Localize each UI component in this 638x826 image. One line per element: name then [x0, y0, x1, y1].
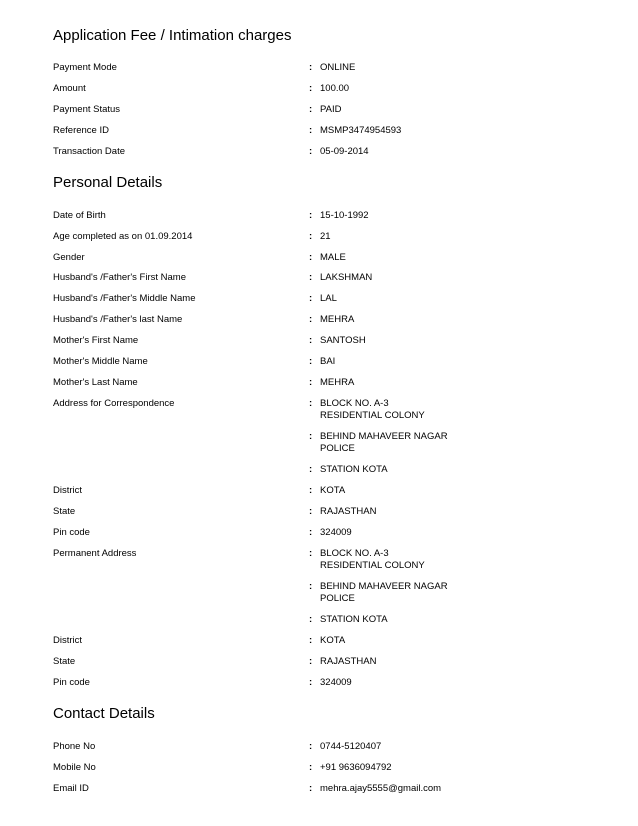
section-title-contact-details: Contact Details — [53, 705, 155, 722]
field-separator: : — [309, 614, 313, 625]
field-value: 0744-5120407 — [320, 741, 382, 752]
field-separator: : — [309, 83, 313, 94]
field-separator: : — [309, 356, 313, 367]
field-value: 21 — [320, 231, 331, 242]
field-value: PAID — [320, 104, 342, 115]
field-value: LAKSHMAN — [320, 272, 373, 283]
field-label: Husband's /Father's last Name — [53, 314, 183, 325]
field-separator: : — [309, 656, 313, 667]
field-label: Gender — [53, 252, 85, 263]
field-label: Pin code — [53, 527, 90, 538]
field-value: KOTA — [320, 485, 346, 496]
field-value: MEHRA — [320, 314, 355, 325]
field-label: State — [53, 506, 76, 517]
field-value: 324009 — [320, 527, 352, 538]
field-separator: : — [309, 677, 313, 688]
field-label: Date of Birth — [53, 210, 106, 221]
field-label: Amount — [53, 83, 86, 94]
field-value: +91 9636094792 — [320, 762, 392, 773]
field-label: Mobile No — [53, 762, 96, 773]
field-separator: : — [309, 485, 313, 496]
field-separator: : — [309, 398, 313, 409]
field-label: Mother's First Name — [53, 335, 139, 346]
field-separator: : — [309, 548, 313, 559]
field-label: Phone No — [53, 741, 96, 752]
field-label: Address for Correspondence — [53, 398, 175, 409]
field-value: BLOCK NO. A-3 RESIDENTIAL COLONY — [320, 398, 425, 421]
field-value: 100.00 — [320, 83, 350, 94]
field-label: Permanent Address — [53, 548, 137, 559]
field-value: MSMP3474954593 — [320, 125, 402, 136]
field-value: BLOCK NO. A-3 RESIDENTIAL COLONY — [320, 548, 425, 571]
field-value: 15-10-1992 — [320, 210, 369, 221]
field-label: Husband's /Father's First Name — [53, 272, 186, 283]
field-separator: : — [309, 62, 313, 73]
field-label: Mother's Middle Name — [53, 356, 148, 367]
field-value: LAL — [320, 293, 337, 304]
field-separator: : — [309, 581, 313, 592]
field-separator: : — [309, 783, 313, 794]
section-title-application-fee: Application Fee / Intimation charges — [53, 27, 292, 44]
field-separator: : — [309, 506, 313, 517]
field-separator: : — [309, 104, 313, 115]
field-value: mehra.ajay5555@gmail.com — [320, 783, 442, 794]
field-value: RAJASTHAN — [320, 506, 377, 517]
field-label: Transaction Date — [53, 146, 125, 157]
field-separator: : — [309, 464, 313, 475]
field-separator: : — [309, 635, 313, 646]
field-separator: : — [309, 272, 313, 283]
field-value: STATION KOTA — [320, 464, 388, 475]
field-label: Husband's /Father's Middle Name — [53, 293, 196, 304]
field-separator: : — [309, 231, 313, 242]
field-label: Payment Mode — [53, 62, 117, 73]
field-value: SANTOSH — [320, 335, 366, 346]
field-value: BAI — [320, 356, 336, 367]
field-value: MEHRA — [320, 377, 355, 388]
section-title-personal-details: Personal Details — [53, 174, 163, 191]
field-separator: : — [309, 146, 313, 157]
field-separator: : — [309, 314, 313, 325]
field-label: Reference ID — [53, 125, 109, 136]
field-label: Pin code — [53, 677, 90, 688]
field-separator: : — [309, 293, 313, 304]
field-separator: : — [309, 210, 313, 221]
field-value: STATION KOTA — [320, 614, 388, 625]
field-separator: : — [309, 431, 313, 442]
field-label: State — [53, 656, 76, 667]
field-separator: : — [309, 252, 313, 263]
field-label: Age completed as on 01.09.2014 — [53, 231, 193, 242]
field-value: ONLINE — [320, 62, 356, 73]
field-separator: : — [309, 527, 313, 538]
field-value: BEHIND MAHAVEER NAGAR POLICE — [320, 431, 448, 454]
field-label: District — [53, 485, 83, 496]
field-value: MALE — [320, 252, 346, 263]
field-label: Payment Status — [53, 104, 121, 115]
field-label: Email ID — [53, 783, 89, 794]
field-separator: : — [309, 335, 313, 346]
field-separator: : — [309, 377, 313, 388]
field-separator: : — [309, 762, 313, 773]
field-separator: : — [309, 741, 313, 752]
field-value: 324009 — [320, 677, 352, 688]
field-value: RAJASTHAN — [320, 656, 377, 667]
field-value: KOTA — [320, 635, 346, 646]
field-separator: : — [309, 125, 313, 136]
field-label: District — [53, 635, 83, 646]
field-value: BEHIND MAHAVEER NAGAR POLICE — [320, 581, 448, 604]
field-value: 05-09-2014 — [320, 146, 369, 157]
field-label: Mother's Last Name — [53, 377, 138, 388]
